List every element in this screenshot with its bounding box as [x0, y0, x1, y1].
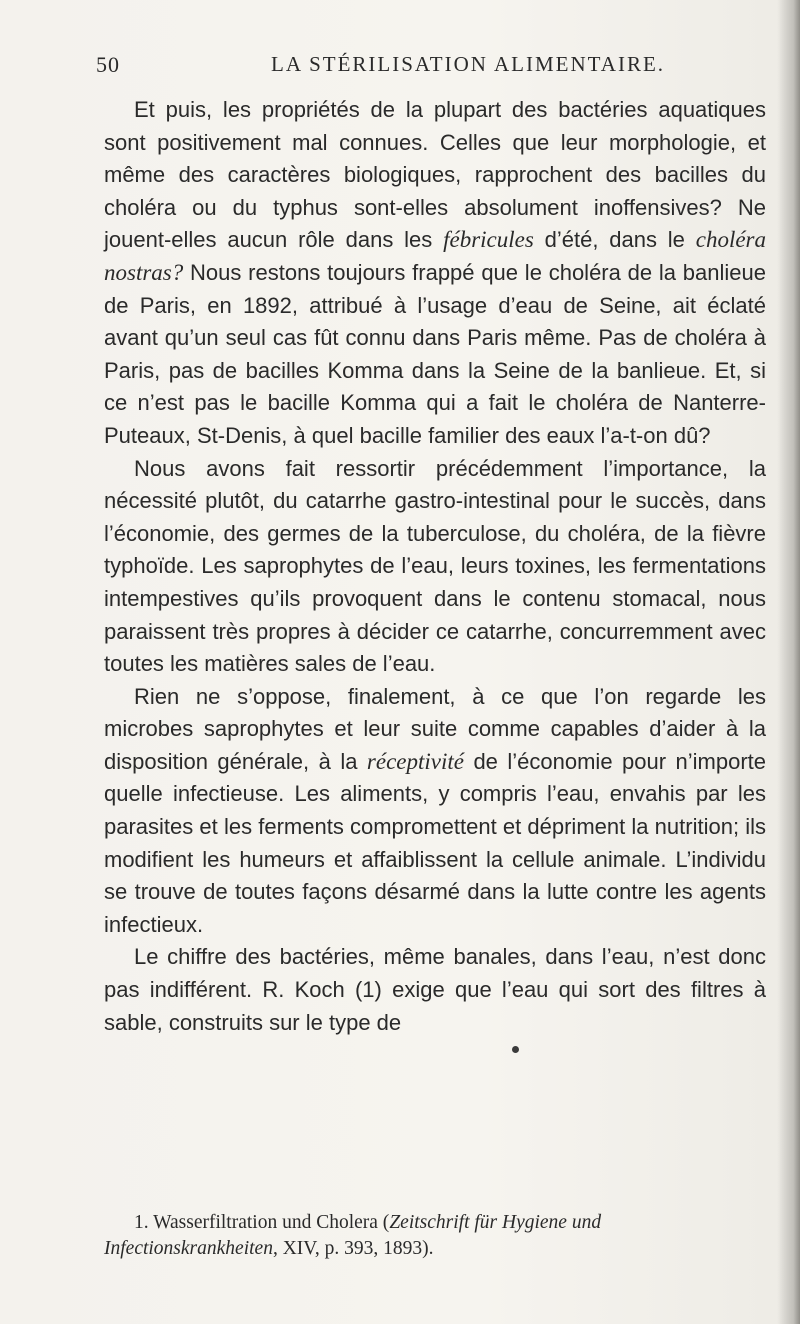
footnote-text: , XIV, p. 393, 1893). — [272, 1238, 434, 1259]
footnote-journal-title: Zeitschrift für Hygiene und Infectionskrankheiten — [104, 1212, 602, 1259]
footnote-text: 1. Wasserfiltration und Cholera ( — [134, 1212, 390, 1233]
paragraph-1 — [104, 94, 766, 453]
running-title: LA STÉRILISATION ALIMENTAIRE. — [271, 52, 666, 76]
italic-term-cholera-nostras: choléra nostras? — [104, 227, 766, 285]
footnote — [104, 1210, 766, 1262]
running-header — [96, 52, 756, 82]
ink-speck — [512, 1046, 519, 1053]
italic-term-receptivite: réceptivité — [366, 748, 464, 774]
paragraph-text: de l’économie pour n’importe quelle infectieuse. Les aliments, y compris l’eau, envahis par les parasites et les ferments compromettent et dépriment la nutrition; ils modifient les humeurs et affaiblissent la cellule animale. L’individu se trouve de toutes façons désarmé dans la lutte contre les agents infectieux. — [104, 748, 766, 937]
paragraph-2: Nous avons fait ressortir précédemment l’importance, la nécessité plutôt, du catarrhe gastro-intestinal pour le succès, dans l’économie, des germes de la tuberculose, du choléra, de la fièvre typhoïde. Les saprophytes de l’eau, leurs toxines, les fermentations intempestives qu’ils provoquent dans le contenu stomacal, nous paraissent très propres à décider ce catarrhe, concurremment avec toutes les matières sales de l’eau. — [104, 455, 766, 677]
paragraph-3 — [104, 681, 766, 942]
paragraph-text: Nous restons toujours frappé que le choléra de la banlieue de Paris, en 1892, attribué à l’usage d’eau de Seine, ait éclaté avant qu’un seul cas fût connu dans Paris même. Pas de choléra à Paris, pas de bacilles Komma dans la Seine de la banlieue. Et, si ce n’est pas le bacille Komma qui a fait le choléra de Nanterre-Puteaux, St-Denis, à quel bacille familier des eaux l’a-t-on dû? — [104, 259, 766, 448]
paragraph-4: Le chiffre des bactéries, même banales, dans l’eau, n’est donc pas indifférent. R. Koch (1) exige que l’eau qui sort des filtres à sable, construits sur le type de — [104, 944, 766, 1035]
paragraph-text: d’été, dans le — [533, 227, 696, 253]
paragraph-text: Et puis, les propriétés de la plupart des bactéries aquatiques sont positivement mal connues. Celles que leur morphologie, et même des caractères biologiques, rapprochent des bacilles du choléra ou du typhus sont-elles absolument inoffensives? Ne jouent-elles aucun rôle dans les — [104, 97, 766, 253]
page-edge-shadow — [778, 0, 800, 1324]
page-number: 50 — [96, 52, 120, 77]
body-text — [104, 94, 766, 1039]
italic-term-febricules: fébricules — [443, 227, 534, 253]
paragraph-text: Rien ne s’oppose, finalement, à ce que l’on regarde les microbes saprophytes et leur suite comme capables d’aider à la disposition générale, à la — [104, 683, 766, 774]
